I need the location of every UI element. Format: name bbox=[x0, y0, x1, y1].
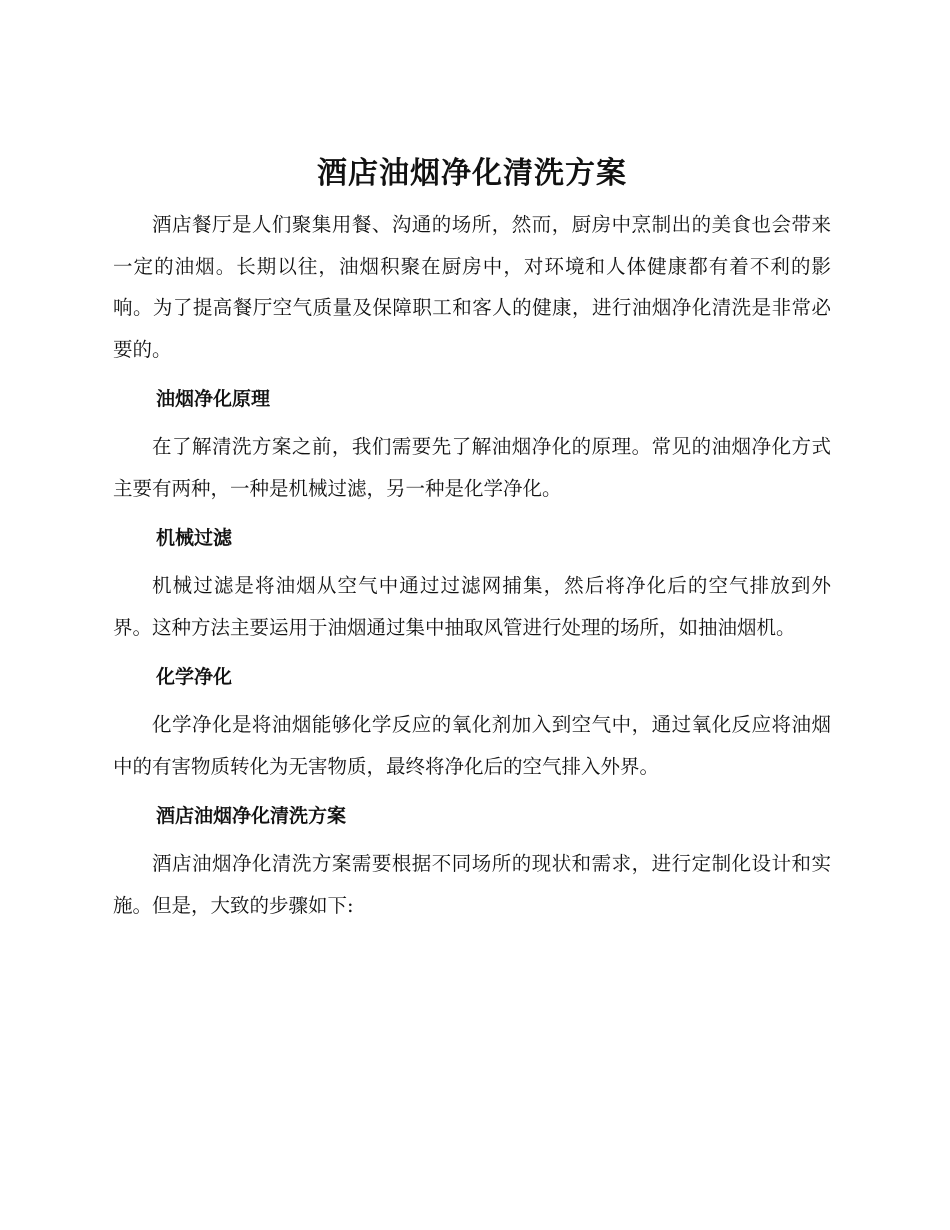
document-page bbox=[113, 150, 831, 926]
section-heading-cleaning-plan: 酒店油烟净化清洗方案 bbox=[156, 805, 347, 827]
section-heading-principle: 油烟净化原理 bbox=[156, 388, 271, 410]
section-heading-mechanical-filtration: 机械过滤 bbox=[156, 527, 233, 549]
intro-paragraph: 酒店餐厅是人们聚集用餐、沟通的场所，然而，厨房中烹制出的美食也会带来一定的油烟。长期以往，油烟积聚在厨房中，对环境和人体健康都有着不利的影响。为了提高餐厅空气质量及保障职工和客人的健康，进行油烟净化清洗是非常必要的。 bbox=[113, 213, 831, 361]
section-heading-chemical-purification: 化学净化 bbox=[156, 666, 233, 688]
section-body-mechanical-filtration: 机械过滤是将油烟从空气中通过过滤网捕集，然后将净化后的空气排放到外界。这种方法主要运用于油烟通过集中抽取风管进行处理的场所，如抽油烟机。 bbox=[113, 574, 831, 639]
document-title: 酒店油烟净化清洗方案 bbox=[317, 156, 627, 191]
section-body-chemical-purification: 化学净化是将油烟能够化学反应的氧化剂加入到空气中，通过氧化反应将油烟中的有害物质转化为无害物质，最终将净化后的空气排入外界。 bbox=[113, 713, 831, 778]
section-body-cleaning-plan: 酒店油烟净化清洗方案需要根据不同场所的现状和需求，进行定制化设计和实施。但是，大致的步骤如下: bbox=[113, 852, 831, 917]
section-body-principle: 在了解清洗方案之前，我们需要先了解油烟净化的原理。常见的油烟净化方式主要有两种，一种是机械过滤，另一种是化学净化。 bbox=[113, 435, 831, 500]
